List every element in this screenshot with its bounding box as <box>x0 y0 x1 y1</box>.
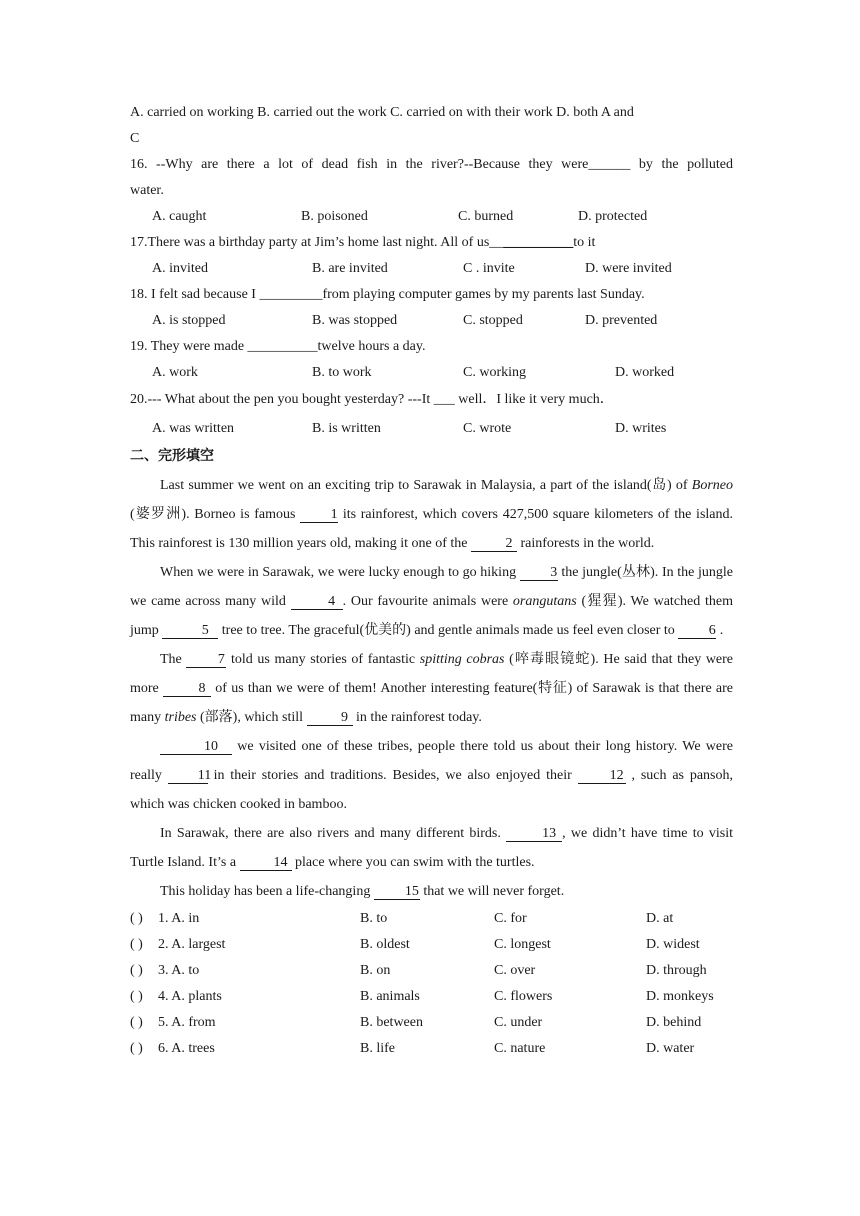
q20-stem-a: 20.--- What about the pen you bought yesterday? ---It <box>130 392 434 407</box>
q15-options <box>130 100 733 126</box>
blank-2: 2 <box>471 536 517 552</box>
q19-stem-b: twelve hours a day. <box>317 339 426 354</box>
q16-option-c: C. burned <box>458 209 514 224</box>
p3-italic-spitting-cobras: spitting cobras <box>419 652 505 667</box>
p2-text-1: When we were in Sarawak, we were lucky enough to go hiking <box>160 565 520 580</box>
q18-stem-b: from playing computer games by my parents last Sunday. <box>322 287 645 302</box>
p3-text-5: (部落), which still <box>196 710 307 725</box>
answer-option-d: D. behind <box>646 1015 702 1030</box>
q16-blank: ______ <box>588 157 631 172</box>
q16-stem-cont-text: water. <box>130 183 164 198</box>
p3-text-6: in the rainforest today. <box>352 710 482 725</box>
blank-12: 12 <box>578 768 626 784</box>
q17-blank-b: __________ <box>503 235 574 250</box>
passage-paragraph-3 <box>130 645 733 732</box>
passage-paragraph-1 <box>130 471 733 558</box>
blank-6: 6 <box>678 623 716 639</box>
q16-stem-b: by the polluted <box>630 157 733 172</box>
answer-option-b: B. oldest <box>360 937 410 952</box>
q17-blank-a: __ <box>489 235 504 250</box>
p2-text-6: . <box>716 623 724 638</box>
answer-paren: ( ) <box>130 963 143 978</box>
blank-3: 3 <box>520 565 558 581</box>
blank-8: 8 <box>163 681 211 697</box>
blank-1: 1 <box>300 507 338 523</box>
q18-options <box>130 308 733 334</box>
p4-text-3: , such as pansoh, which was chicken cooked in bamboo. <box>130 768 733 812</box>
q17-option-b: B. are invited <box>312 261 388 276</box>
q16-option-a: A. caught <box>152 209 207 224</box>
q18-option-a: A. is stopped <box>152 313 226 328</box>
p1-text-4: rainforests in the world. <box>517 536 655 551</box>
answer-option-c: C. nature <box>494 1041 546 1056</box>
q19-stem <box>130 334 733 360</box>
passage-paragraph-4 <box>130 732 733 819</box>
passage-paragraph-2 <box>130 558 733 645</box>
q20-stem <box>130 386 733 414</box>
q17-stem <box>130 230 733 256</box>
q16-options <box>130 204 733 230</box>
blank-14: 14 <box>240 855 292 871</box>
p1-text-3: its rainforest, which covers 427,500 square kilometers of the island. This rainforest is 130 million years old, making it one of the <box>130 507 733 551</box>
blank-5: 5 <box>162 623 218 639</box>
answer-option-d: D. widest <box>646 937 700 952</box>
answer-paren: ( ) <box>130 937 143 952</box>
passage <box>130 471 733 906</box>
blank-4: 4 <box>291 594 343 610</box>
blank-9: 9 <box>307 710 353 726</box>
p3-text-2: told us many stories of fantastic <box>226 652 420 667</box>
q18-stem-a: 18. I felt sad because I <box>130 287 260 302</box>
blank-13: 13 <box>506 826 562 842</box>
p3-text-4: of us than we were of them! Another interesting feature(特征) of Sarawak is that there are many <box>130 681 734 725</box>
worksheet-page <box>130 100 733 1062</box>
p1-italic-borneo: Borneo <box>691 478 733 493</box>
answer-options <box>130 906 733 1062</box>
q19-option-b: B. to work <box>312 365 372 380</box>
q18-blank: _________ <box>259 287 323 302</box>
q20-option-d: D. writes <box>615 421 667 436</box>
passage-paragraph-5 <box>130 819 733 877</box>
answer-option-c: C. flowers <box>494 989 553 1004</box>
blank-10: 10 <box>160 739 232 755</box>
q17-option-c: C . invite <box>463 261 515 276</box>
passage-paragraph-6 <box>130 877 733 906</box>
answer-row <box>130 1036 733 1062</box>
answer-option-c: C. for <box>494 911 527 926</box>
p1-text-2: (婆罗洲). Borneo is famous <box>130 507 301 522</box>
q19-blank: __________ <box>247 339 318 354</box>
p2-text-3: . Our favourite animals were <box>342 594 513 609</box>
answer-row <box>130 984 733 1010</box>
answer-option-d: D. at <box>646 911 674 926</box>
q20-option-a: A. was written <box>152 421 235 436</box>
section-heading: 二、完形填空 <box>130 448 214 464</box>
answer-option-b: B. animals <box>360 989 420 1004</box>
answer-option-b: B. life <box>360 1041 395 1056</box>
answer-option-c: C. under <box>494 1015 543 1030</box>
p4-text-1: we visited one of these tribes, people there told us about their long history. We were really <box>130 739 733 783</box>
q19-option-d: D. worked <box>615 365 675 380</box>
q18-stem <box>130 282 733 308</box>
answer-row <box>130 932 733 958</box>
answer-paren: ( ) <box>130 1015 143 1030</box>
blank-15: 15 <box>374 884 420 900</box>
q17-option-a: A. invited <box>152 261 208 276</box>
p5-text-1: In Sarawak, there are also rivers and many different birds. <box>160 826 507 841</box>
q20-option-c: C. wrote <box>463 421 512 436</box>
answer-row <box>130 958 733 984</box>
q16-stem-a: 16. --Why are there a lot of dead fish in the river?--Because they were <box>130 157 589 172</box>
q16-stem-cont <box>130 178 733 204</box>
p3-text-1: The <box>160 652 187 667</box>
answer-option-a: 3. A. to <box>158 963 200 978</box>
answer-option-b: B. between <box>360 1015 423 1030</box>
q20-stem-b: well．I like it very much． <box>454 392 614 407</box>
q19-option-c: C. working <box>463 365 526 380</box>
answer-option-a: 1. A. in <box>158 911 200 926</box>
q19-option-a: A. work <box>152 365 198 380</box>
q20-blank: ___ <box>433 392 455 407</box>
p5-text-3: place where you can swim with the turtles. <box>291 855 535 870</box>
q15-options-text: A. carried on working B. carried out the work C. carried on with their work D. both A and <box>130 105 634 120</box>
q17-stem-b: to it <box>573 235 596 250</box>
answer-option-a: 4. A. plants <box>158 989 222 1004</box>
p2-italic-orangutans: orangutans <box>512 594 577 609</box>
q20-option-b: B. is written <box>312 421 381 436</box>
answer-option-c: C. longest <box>494 937 551 952</box>
q20-options <box>130 414 733 442</box>
p2-text-5: tree to tree. The graceful(优美的) and gentle animals made us feel even closer to <box>218 623 679 638</box>
p6-text-2: that we will never forget. <box>419 884 565 899</box>
q18-option-d: D. prevented <box>585 313 658 328</box>
p3-text-3: (啐毒眼镜蛇). He said that they were more <box>130 652 734 696</box>
q19-stem-a: 19. They were made <box>130 339 248 354</box>
answer-option-d: D. through <box>646 963 707 978</box>
answer-option-a: 6. A. trees <box>158 1041 215 1056</box>
answer-row <box>130 1010 733 1036</box>
answer-option-c: C. over <box>494 963 536 978</box>
q18-option-b: B. was stopped <box>312 313 398 328</box>
q16-option-b: B. poisoned <box>301 209 368 224</box>
answer-option-a: 5. A. from <box>158 1015 216 1030</box>
q15-options-cont <box>130 126 733 152</box>
answer-option-d: D. monkeys <box>646 989 714 1004</box>
q18-option-c: C. stopped <box>463 313 523 328</box>
answer-option-b: B. on <box>360 963 391 978</box>
answer-option-d: D. water <box>646 1041 695 1056</box>
q17-option-d: D. were invited <box>585 261 672 276</box>
p4-text-2: in their stories and traditions. Besides, we also enjoyed their <box>207 768 578 783</box>
q16-option-d: D. protected <box>578 209 648 224</box>
answer-option-b: B. to <box>360 911 388 926</box>
p6-text-1: This holiday has been a life-changing <box>160 884 374 899</box>
answer-paren: ( ) <box>130 911 143 926</box>
answer-row <box>130 906 733 932</box>
p3-italic-tribes: tribes <box>164 710 197 725</box>
blank-11: 11 <box>168 768 208 784</box>
answer-paren: ( ) <box>130 989 143 1004</box>
p5-text-2: , we didn’t have time to visit Turtle Island. It’s a <box>130 826 733 870</box>
q17-stem-a: 17.There was a birthday party at Jim’s home last night. All of us <box>130 235 490 250</box>
q15-options-cont-text: C <box>130 131 140 146</box>
p2-text-2: the jungle(丛林). In the jungle we came across many wild <box>130 565 733 609</box>
p2-text-4: (猩猩). We watched them jump <box>130 594 733 638</box>
answer-option-a: 2. A. largest <box>158 937 226 952</box>
q19-options <box>130 360 733 386</box>
blank-7: 7 <box>186 652 226 668</box>
q16-stem <box>130 152 733 178</box>
q17-options <box>130 256 733 282</box>
answer-paren: ( ) <box>130 1041 143 1056</box>
p1-text-1: Last summer we went on an exciting trip to Sarawak in Malaysia, a part of the island(岛) of <box>160 478 692 493</box>
